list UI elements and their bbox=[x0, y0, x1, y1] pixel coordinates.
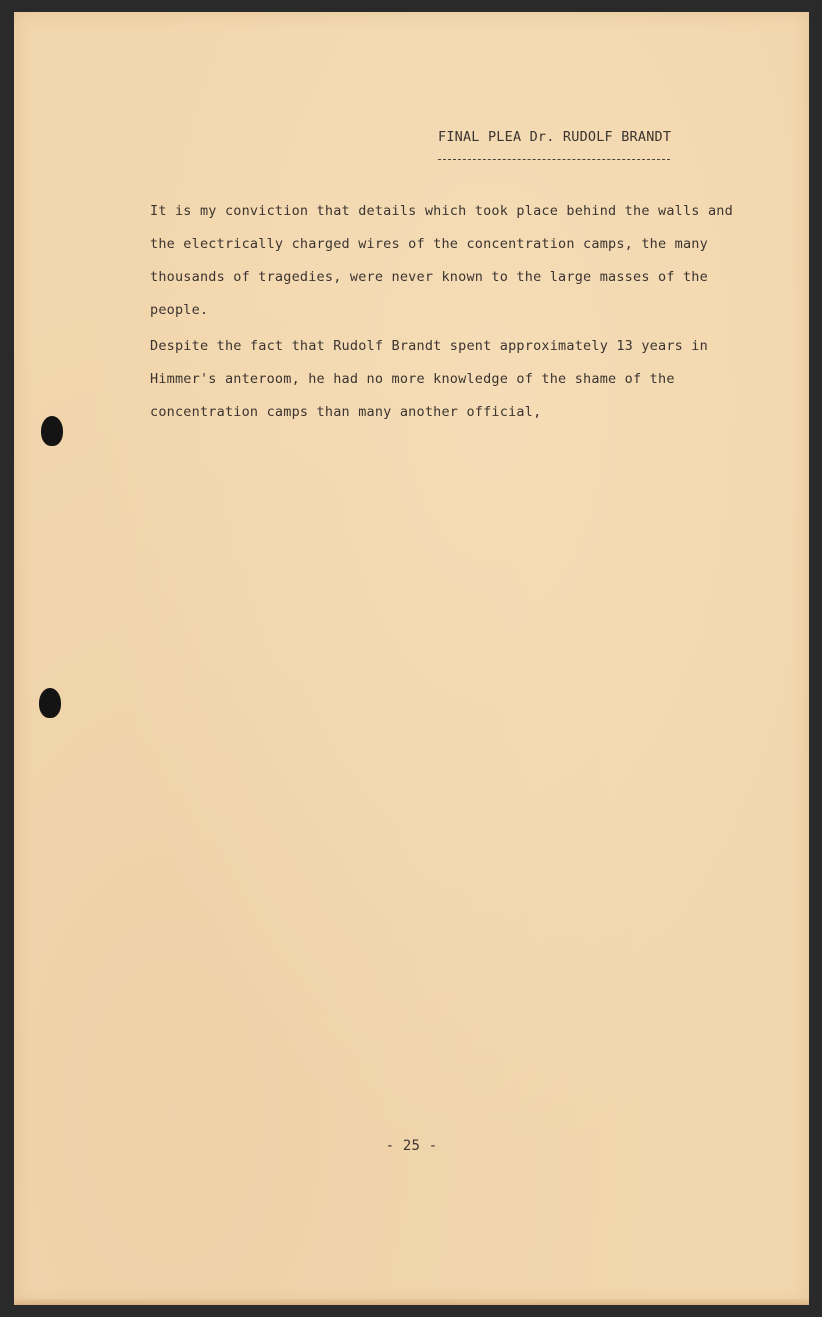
text-line: Himmer's anteroom, he had no more knowledge of the shame of the bbox=[150, 371, 675, 387]
page-edge bbox=[14, 1299, 809, 1305]
text-line: the electrically charged wires of the concentration camps, the many bbox=[150, 236, 708, 252]
header-underline bbox=[438, 159, 670, 160]
paragraph bbox=[150, 330, 750, 429]
text-line: thousands of tragedies, were never known to the large masses of the bbox=[150, 269, 708, 285]
page-number: - 25 - bbox=[385, 1138, 438, 1154]
document-header bbox=[438, 129, 678, 145]
text-line: It is my conviction that details which took place behind the walls and bbox=[150, 203, 733, 219]
text-line: concentration camps than many another official, bbox=[150, 404, 542, 420]
text-line: people. bbox=[150, 302, 209, 318]
punch-hole bbox=[41, 416, 63, 446]
paragraph bbox=[150, 195, 750, 327]
header-title: FINAL PLEA Dr. RUDOLF BRANDT bbox=[438, 129, 672, 145]
text-line: Despite the fact that Rudolf Brandt spent approximately 13 years in bbox=[150, 338, 708, 354]
punch-hole bbox=[39, 688, 61, 718]
document-page bbox=[14, 12, 809, 1305]
